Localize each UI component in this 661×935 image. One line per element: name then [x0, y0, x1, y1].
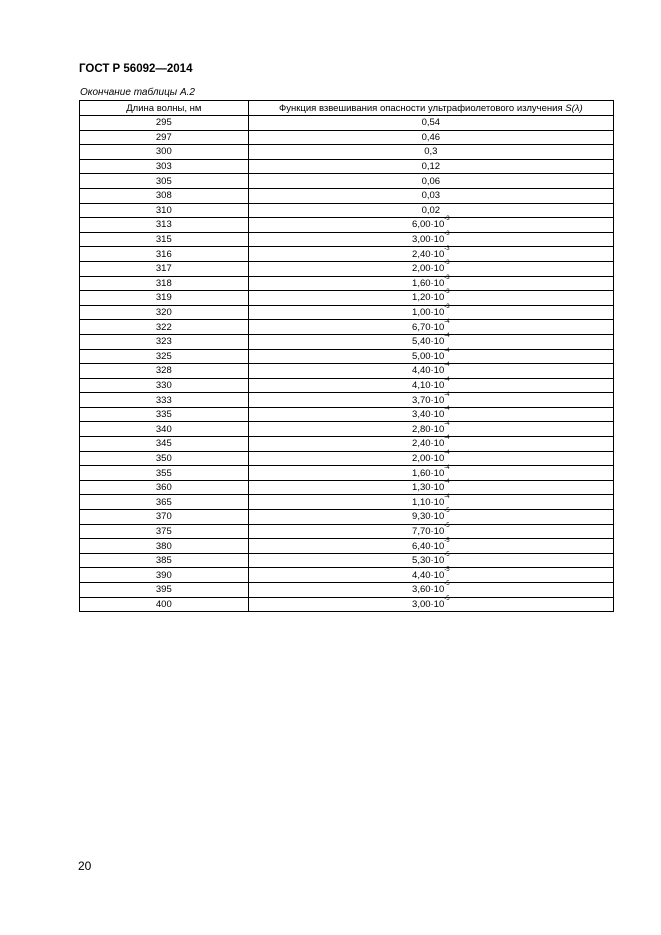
value-exponent: -3 — [444, 274, 450, 281]
value-mantissa: 0,46 — [421, 131, 441, 143]
value-mantissa: 9,30·10 — [412, 511, 445, 523]
table-row — [80, 553, 614, 568]
table-row — [80, 188, 614, 203]
table-row — [80, 334, 614, 349]
wavelength-cell: 385 — [80, 553, 249, 568]
table-row — [80, 276, 614, 291]
value-exponent: -5 — [444, 581, 450, 588]
value-exponent: -5 — [444, 508, 450, 515]
wavelength-cell: 340 — [80, 422, 249, 437]
table-row — [80, 407, 614, 422]
wavelength-cell: 308 — [80, 188, 249, 203]
wavelength-cell: 310 — [80, 203, 249, 218]
value-exponent: -3 — [444, 304, 450, 311]
weighting-value-cell — [248, 174, 613, 189]
wavelength-cell: 328 — [80, 364, 249, 379]
table-row — [80, 261, 614, 276]
value-mantissa: 2,00·10 — [412, 452, 445, 464]
wavelength-cell: 323 — [80, 334, 249, 349]
value-exponent: -5 — [444, 537, 450, 544]
table-row — [80, 495, 614, 510]
value-mantissa: 3,70·10 — [412, 394, 445, 406]
weighting-value-cell — [248, 349, 613, 364]
weighting-value-cell — [248, 451, 613, 466]
weighting-value-cell — [248, 159, 613, 174]
value-mantissa: 1,30·10 — [412, 482, 445, 494]
table-row — [80, 466, 614, 481]
value-mantissa: 1,60·10 — [412, 467, 445, 479]
value-mantissa: 2,00·10 — [412, 263, 445, 275]
table-row — [80, 393, 614, 408]
weighting-value-cell — [248, 422, 613, 437]
weighting-value-cell — [248, 510, 613, 525]
column-header-text: Функция взвешивания опасности ультрафиолетового излучения — [279, 102, 566, 114]
weighting-value-cell — [248, 539, 613, 554]
value-mantissa: 6,40·10 — [412, 540, 445, 552]
table-row — [80, 247, 614, 262]
table-row — [80, 291, 614, 306]
wavelength-cell: 350 — [80, 451, 249, 466]
table-row — [80, 349, 614, 364]
table-row — [80, 597, 614, 612]
weighting-value-cell — [248, 247, 613, 262]
wavelength-cell: 330 — [80, 378, 249, 393]
value-exponent: -4 — [444, 493, 450, 500]
value-exponent: -4 — [444, 420, 450, 427]
value-mantissa: 4,40·10 — [412, 365, 445, 377]
wavelength-cell: 360 — [80, 480, 249, 495]
value-mantissa: 0,12 — [421, 161, 441, 173]
value-exponent: -4 — [444, 333, 450, 340]
weighting-value-cell — [248, 261, 613, 276]
weighting-value-cell — [248, 364, 613, 379]
value-mantissa: 3,40·10 — [412, 409, 445, 421]
wavelength-cell: 315 — [80, 232, 249, 247]
value-mantissa: 2,80·10 — [412, 423, 445, 435]
wavelength-cell: 318 — [80, 276, 249, 291]
wavelength-cell: 375 — [80, 524, 249, 539]
wavelength-cell: 325 — [80, 349, 249, 364]
table-row — [80, 218, 614, 233]
table-row — [80, 422, 614, 437]
weighting-value-cell — [248, 524, 613, 539]
value-exponent: -3 — [444, 245, 450, 252]
value-mantissa: 3,00·10 — [412, 234, 445, 246]
value-mantissa: 0,06 — [421, 175, 441, 187]
table-row — [80, 305, 614, 320]
column-header-weighting-function — [248, 101, 613, 116]
value-mantissa: 3,00·10 — [412, 598, 445, 610]
wavelength-cell: 300 — [80, 145, 249, 160]
weighting-value-cell — [248, 188, 613, 203]
table-row — [80, 116, 614, 131]
weighting-value-cell — [248, 232, 613, 247]
value-mantissa: 1,60·10 — [412, 277, 445, 289]
page-number: 20 — [78, 859, 92, 873]
value-mantissa: 4,10·10 — [412, 379, 445, 391]
weighting-value-cell — [248, 130, 613, 145]
table-row — [80, 568, 614, 583]
wavelength-cell: 355 — [80, 466, 249, 481]
value-exponent: -4 — [444, 362, 450, 369]
value-mantissa: 3,60·10 — [412, 584, 445, 596]
weighting-value-cell — [248, 583, 613, 598]
value-exponent: -4 — [444, 347, 450, 354]
wavelength-cell: 365 — [80, 495, 249, 510]
value-mantissa: 1,20·10 — [412, 292, 445, 304]
weighting-value-cell — [248, 597, 613, 612]
wavelength-cell: 320 — [80, 305, 249, 320]
wavelength-cell: 316 — [80, 247, 249, 262]
value-mantissa: 0,03 — [421, 190, 441, 202]
wavelength-cell: 313 — [80, 218, 249, 233]
table-row — [80, 524, 614, 539]
value-exponent: -5 — [444, 566, 450, 573]
weighting-value-cell — [248, 320, 613, 335]
table-header-row — [80, 101, 614, 116]
table-row — [80, 480, 614, 495]
weighting-value-cell — [248, 553, 613, 568]
wavelength-cell: 303 — [80, 159, 249, 174]
column-header-symbol: S(λ) — [565, 102, 583, 114]
value-exponent: -4 — [444, 391, 450, 398]
wavelength-cell: 400 — [80, 597, 249, 612]
value-mantissa: 2,40·10 — [412, 438, 445, 450]
wavelength-cell: 319 — [80, 291, 249, 306]
wavelength-cell: 333 — [80, 393, 249, 408]
column-header-wavelength: Длина волны, нм — [80, 101, 249, 116]
table-row — [80, 364, 614, 379]
value-exponent: -4 — [444, 464, 450, 471]
value-exponent: -3 — [444, 260, 450, 267]
value-exponent: -5 — [444, 522, 450, 529]
value-exponent: -4 — [444, 435, 450, 442]
table-row — [80, 320, 614, 335]
weighting-value-cell — [248, 466, 613, 481]
value-mantissa: 4,40·10 — [412, 569, 445, 581]
table-row — [80, 130, 614, 145]
table-body — [80, 116, 614, 612]
weighting-value-cell — [248, 378, 613, 393]
wavelength-cell: 345 — [80, 437, 249, 452]
value-mantissa: 5,00·10 — [412, 350, 445, 362]
weighting-value-cell — [248, 334, 613, 349]
wavelength-cell: 295 — [80, 116, 249, 131]
table-row — [80, 145, 614, 160]
value-exponent: -4 — [444, 318, 450, 325]
wavelength-cell: 380 — [80, 539, 249, 554]
weighting-value-cell — [248, 568, 613, 583]
table-row — [80, 539, 614, 554]
table-row — [80, 159, 614, 174]
table-row — [80, 174, 614, 189]
value-mantissa: 0,02 — [421, 204, 441, 216]
value-exponent: -4 — [444, 479, 450, 486]
table-row — [80, 510, 614, 525]
wavelength-cell: 297 — [80, 130, 249, 145]
value-mantissa: 5,40·10 — [412, 336, 445, 348]
value-exponent: -4 — [444, 376, 450, 383]
table-row — [80, 583, 614, 598]
value-exponent: -3 — [444, 289, 450, 296]
weighting-value-cell — [248, 393, 613, 408]
table-row — [80, 451, 614, 466]
value-mantissa: 1,10·10 — [412, 496, 445, 508]
weighting-value-cell — [248, 203, 613, 218]
value-mantissa: 1,00·10 — [412, 307, 445, 319]
value-mantissa: 0,54 — [421, 117, 441, 129]
weighting-value-cell — [248, 437, 613, 452]
table-row — [80, 232, 614, 247]
value-exponent: -5 — [444, 552, 450, 559]
value-exponent: -3 — [444, 216, 450, 223]
value-exponent: -4 — [444, 406, 450, 413]
value-mantissa: 2,40·10 — [412, 248, 445, 260]
weighting-value-cell — [248, 116, 613, 131]
table-row — [80, 437, 614, 452]
value-mantissa: 5,30·10 — [412, 555, 445, 567]
weighting-value-cell — [248, 305, 613, 320]
wavelength-cell: 370 — [80, 510, 249, 525]
value-exponent: -4 — [444, 449, 450, 456]
weighting-value-cell — [248, 145, 613, 160]
weighting-function-table — [79, 100, 614, 612]
value-mantissa: 0,3 — [424, 146, 438, 158]
weighting-value-cell — [248, 495, 613, 510]
value-exponent: -3 — [444, 231, 450, 238]
wavelength-cell: 322 — [80, 320, 249, 335]
wavelength-cell: 317 — [80, 261, 249, 276]
wavelength-cell: 395 — [80, 583, 249, 598]
table-caption: Окончание таблицы А.2 — [80, 87, 195, 98]
table-row — [80, 203, 614, 218]
wavelength-cell: 390 — [80, 568, 249, 583]
table-row — [80, 378, 614, 393]
value-mantissa: 6,00·10 — [412, 219, 445, 231]
weighting-value-cell — [248, 291, 613, 306]
value-exponent: -5 — [444, 595, 450, 602]
weighting-value-cell — [248, 218, 613, 233]
weighting-value-cell — [248, 276, 613, 291]
weighting-value-cell — [248, 480, 613, 495]
document-id: ГОСТ Р 56092—2014 — [79, 63, 193, 75]
wavelength-cell: 305 — [80, 174, 249, 189]
value-mantissa: 6,70·10 — [412, 321, 445, 333]
weighting-value-cell — [248, 407, 613, 422]
wavelength-cell: 335 — [80, 407, 249, 422]
value-mantissa: 7,70·10 — [412, 525, 445, 537]
